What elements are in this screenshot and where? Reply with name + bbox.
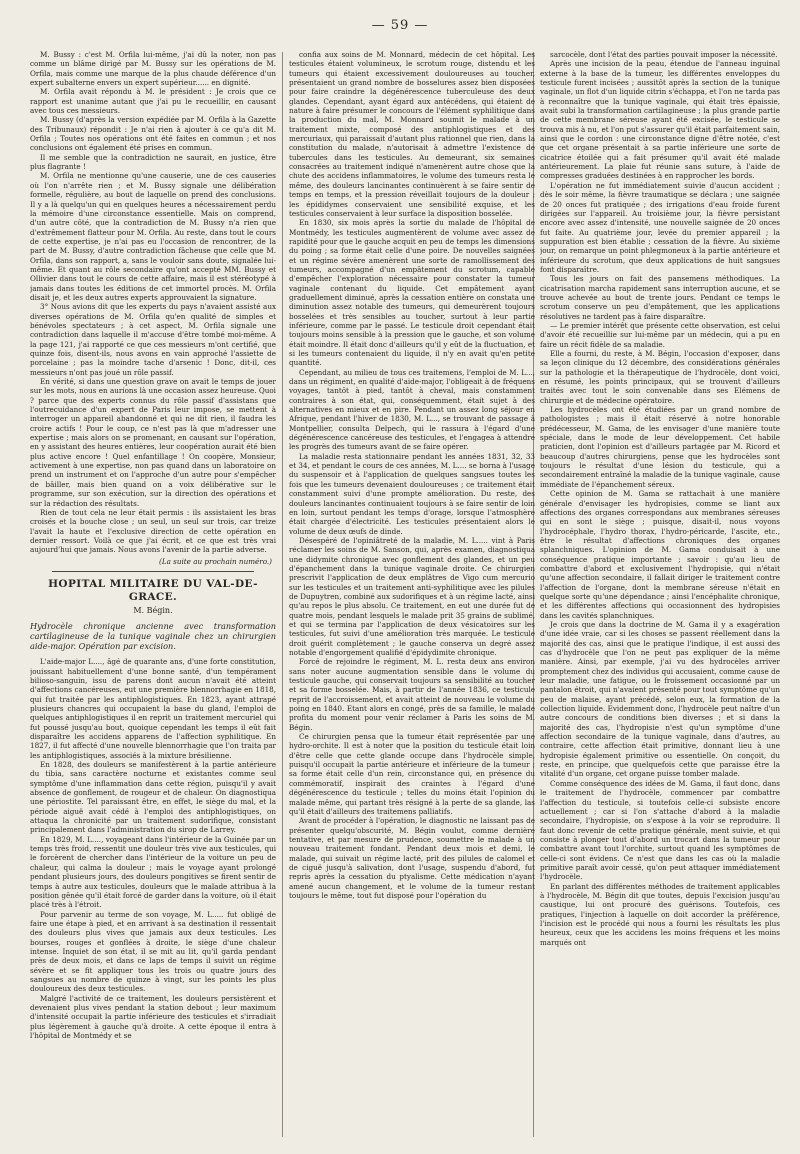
paragraph: sarcocèle, dont l'état des parties pouvait imposer la nécessité.: [550, 50, 778, 59]
paragraph: Tous les jours on fait des pansemens méthodiques. La cicatrisation marcha rapidement sans interruption aucune, et se trouve achevée au bout de trente jours. Pendant ce temps le scrotum conserve un peu d'empâtement, que les applications résolutives ne tardent pas à faire disparaître.: [540, 274, 780, 321]
paragraph: Après une incision de la peau, étendue de l'anneau inguinal externe à la base de la tumeur, les différentes enveloppes du testicule furent incisées ; aussitôt après la section de la tunique vaginale, un flot d'un liquide citrin s'échappa, et l'on ne tarda pas à reconnaître que la tunique vaginale, qui était très épaissie, avait subi la transformation cartilagineuse ; la plus grande partie de cette membrane séreuse ayant été excisée, le testicule se trouva mis à nu, et l'on put s'assurer qu'il était parfaitement sain, ainsi que le cordon : une circonstance digne d'être notée, c'est que cet organe présentait à sa partie inférieure une sorte de cicatrice étoilée qui a fait présumer qu'il avait été malade antérieurement. La plaie fut réunie sans suture, à l'aide de compresses graduées destinées à en rapprocher les bords.: [540, 59, 780, 181]
paragraph: Désespéré de l'opiniâtreté de la maladie, M. L..... vint à Paris réclamer les soins de M. Sanson, qui, après examen, diagnostiqua une didymite chronique avec gonflement des glandes, et un peu d'épanchement dans la tunique vaginale droite. Ce chirurgien prescrivit l'application de deux emplâtres de Vigo cum mercurio sur les testicules et un traitement anti-syphilitique avec les pilules de Dupuytren, combiné aux sudorifiques et à un régime lacté, ainsi qu'au repos le plus absolu. Ce traitement, en eut une durée fut de quatre mois, pendant lesquels le malade prit 35 grains de sublimé, et qui se termina par l'application de deux vésicatoires sur les testicules, fut suivi d'une amélioration très marquée. Le testicule droit guérit complètement ; le gauche conserva un degré assez notable d'engorgement qualifié d'épidydimite chronique.: [289, 535, 535, 657]
paragraph: En vérité, si dans une question grave on avait le temps de jouer sur les mots, nous en aurions là une occasion assez heureuse. Quoi ? parce que des experts connus du rôle passif d'assistans que l'outrecuidance d'un expert de Paris leur impose, se mettent à interroger un appareil abandonné et qui ne dit rien, il faudra les croire actifs ! Pour le coup, ce n'est pas là que m'adresser une expertise ; mais alors on se promenant, en causant sur l'opération, en y assistant des heures entières, leur coopération aurait été bien plus active encore ! Quel enfantillage ! On coopère, Monsieur, activement à une expertise, non pas quand dans un laboratoire on prend un instrument et on l'approche d'un autre pour s'empêcher de bâiller, mais bien quand on a voix délibérative sur le programme, sur son exécution, sur la direction des opérations et sur la rédaction des résultats.: [30, 377, 276, 508]
paragraph: confia aux soins de M. Monnard, médecin de cet hôpital. Les testicules étaient volumineux, le scrotum rouge, distendu et les tumeurs qui étaient excessivement douloureuses au toucher, présentaient un grand nombre de bosselures assez bien disposées pour faire craindre la dégénérescence tuberculeuse des deux glandes. Cependant, ayant égard aux antécédens, qui étaient de nature à faire présumer le concours de l'élément syphilitique dans la production du mal, M. Monnard soumit le malade à un traitement mixte, composé des antiphlogistiques et des mercuriaux, qui paraissait d'autant plus rationnel que rien, dans la constitution du malade, n'autorisait à admettre l'existence de tubercules dans les testicules. Au demeurant, six semaines consacrées au traitement indiqué n'amenèrent autre chose que la chute des accidens inflammatoires, le volume des tumeurs resta le même, des douleurs lancinantes continuèrent à se faire sentir de temps en temps, et la pression réveillait toujours de la douleur ; les épididymes conservaient une sensibilité exquise, et les testicules conservaient à leur surface la disposition bosselée.: [289, 50, 535, 218]
paragraph: Je crois que dans la doctrine de M. Gama il y a exagération d'une idée vraie, car si les choses se passent réellement dans la majorité des cas, ainsi que le pratique l'indique, il est aussi des cas d'hydrocèle que l'on ne peut pas expliquer de la même manière. Ainsi, par exemple, j'ai vu des hydrocèles arriver promptement chez des individus qui accusaient, comme cause de leur maladie, une fatigue, ou le froissement occasionné par un pantalon étroit, qui n'avaient présenté pour tout symptôme qu'un peu de malaise, ayant précédé, selon eux, la formation de la collection liquide. Evidemment donc, l'hydrocèle peut naître d'un autre concours de conditions bien diverses ; et si dans la majorité des cas, l'hydropisie n'est qu'un symptôme d'une affection secondaire de la tunique vaginale, dans d'autres, au contraire, cette affection était primitive, donnant lieu à une hydropisie également primitive ou essentielle. On conçoit, du reste, en principe, que quelquefois cette que paraisse être la vitalité d'un organe, cet organe puisse tomber malade.: [540, 619, 780, 779]
paragraph: Il me semble que la contradiction ne saurait, en justice, être plus flagrante !: [30, 152, 276, 172]
article-subtitle: Hydrocèle chronique ancienne avec transformation cartilagineuse de la tunique vaginale chez un chirurgien aide-major. Opération par excision.: [30, 621, 276, 652]
paragraph: Malgré l'activité de ce traitement, les douleurs persistèrent et devenaient plus vives pendant la station debout ; leur maximum d'intensité occupait la partie inférieure des testicules et s'irradiait plus légèrement à gauche qu'à droite. A cette époque il entra à l'hôpital de Montmédy et se: [30, 993, 276, 1040]
paragraph: Elle a fourni, du reste, à M. Bégin, l'occasion d'exposer, dans sa leçon clinique du 12 décembre, des considérations générales sur la pathologie et la thérapeutique de l'hydrocèle, dont voici, en résumé, les points principaux, qui se trouvent d'ailleurs traités avec tout le soin convenable dans ses Elémens de chirurgie et de médecine opératoire.: [540, 349, 780, 405]
column-3: [540, 50, 780, 1140]
paragraph: La maladie resta stationnaire pendant les années 1831, 32, 33 et 34, et pendant le cours de ces années, M. L.... se borna à l'usage du suspensoir et à l'application de quelques sangsues toutes les fois que les tumeurs devenaient douloureuses ; ce traitement était constamment suivi d'une prompte amélioration. Du reste, des douleurs lancinantes continuaient toujours à se faire sentir de loin en loin, surtout pendant les temps d'orage, lorsque l'atmosphère était chargée d'électricité. Les testicules présentaient alors le volume de deux œufs de dinde.: [289, 451, 535, 536]
paragraph: 3° Nous avions dit que les experts du pays n'avaient assisté aux diverses opérations de M. Orfila qu'en qualité de simples et bénévoles spectateurs ; à cet aspect, M. Orfila signale une contradiction dans laquelle il m'accuse d'être tombé moi-même. A la page 121, j'ai rapporté ce que ces messieurs m'ont certifié, que quinze fois, disent-ils, nous avons en vain approché l'assiette de porcelaine ; pas la moindre tache d'arsenic ! Donc, dit-il, ces messieurs n'ont pas joué un rôle passif.: [30, 302, 276, 377]
section-separator: [52, 571, 254, 572]
paragraph: En 1829, M. L...., voyageant dans l'intérieur de la Guinée par un temps très froid, ressentit une douleur très vive aux testicules, qui le forcèrent de chercher dans l'intérieur de la voiture un peu de chaleur, qui calma la douleur ; mais le voyage ayant prolongé pendant plusieurs jours, des douleurs pongitives se firent sentir de temps à autre aux testicules, douleurs que le malade attribua à la position gênée qu'il était forcé de garder dans la voiture, où il était placé très à l'étroit.: [30, 834, 276, 910]
paragraph: — Le premier intérêt que présente cette observation, est celui d'avoir été recueillie sur lui-même par un médecin, qui a pu en faire un récit fidèle de sa maladie.: [540, 320, 780, 349]
paragraph: Comme conséquence des idées de M. Gama, il faut donc, dans le traitement de l'hydrocèle, commencer par combattre l'affection du testicule, si toutefois celle-ci subsiste encore actuellement ; car si l'on s'attache d'abord à la maladie secondaire, l'hydropisie, on s'expose à la voir se reproduire. Il faut donc revenir de cette pratique générale, ment suivie, et qui consiste à plonger tout d'abord un trocart dans la tumeur pour combattre avant tout l'orchite, surtout quand les symptômes de celle-ci sont évidens. Ce n'est que dans les cas où la maladie primitive paraît avoir cessé, qu'on peut attaquer immédiatement l'hydrocèle.: [540, 778, 780, 882]
paragraph: Les hydrocèles ont été étudiées par un grand nombre de pathologistes ; mais il était réservé à notre honorable prédécesseur, M. Gama, de les envisager d'une manière toute spéciale, dans le mode de leur développement. Cet habile praticien, dont l'opinion est d'ailleurs partagée par M. Ricord et beaucoup d'autres chirurgiens, pense que les hydrocèles sont toujours le résultat d'une lésion du testicule, qui a secondairement entraîné la maladie de la tunique vaginale, cause immédiate de l'épanchement séreux.: [540, 405, 780, 489]
paragraph: M. Bussy (d'après la version expédiée par M. Orfila à la Gazette des Tribunaux) répondit : Je n'ai rien à ajouter à ce qu'a dit M. Orfila ; Toutes nos opérations ont été faites en commun ; et nos conclusions ont également été prises en commun.: [30, 115, 276, 153]
paragraph: En parlant des différentes méthodes de traitement applicables à l'hydrocèle, M. Bégin dit que toutes, depuis l'excision jusqu'au caustique, lui ont procuré des guérisons. Toutefois, ces pratiques, l'injection à laquelle on doit accorder la préférence, l'incision est le procédé qui nous a fourni les résultats les plus heureux, ceux que les accidens les moins fréquens et les moins marqués ont: [540, 881, 780, 947]
paragraph: Rien de tout cela ne leur était permis : ils assistaient les bras croisés et la bouche close ; un seul, un seul sur trois, car treize l'avait la haute et l'exclusive direction de cette opération en dernier ressort. Voilà ce que j'ai écrit, et ce que est très vrai aujourd'hui que jamais. Nous avons l'avenir de la partie adverse.: [30, 507, 276, 555]
paragraph: L'opération ne fut immédiatement suivie d'aucun accident ; dès le soir même, la fièvre traumatique se déclara ; une saignée de 20 onces fut pratiquée ; des irrigations d'eau froide furent dirigées sur l'appareil. Au troisième jour, la fièvre persistant encore avec assez d'intensité, une nouvelle saignée de 20 onces fut faite. Au quatrième jour, levée du premier appareil ; la suppuration est bien établie ; cessation de la fièvre. Au sixième jour, on remarque un point phlegmoneux à la partie antérieure et inférieure du scrotum, que deux applications de huit sangsues font disparaître.: [540, 180, 780, 274]
paragraph: Avant de procéder à l'opération, le diagnostic ne laissant pas de présenter quelqu'obscurité, M. Bégin voulut, comme dernière tentative, et par mesure de prudence, soumettre le malade à un nouveau traitement fondant. Pendant deux mois et demi, le malade, qui suivait un régime lacté, prit des pilules de calomel et de ciguë jusqu'à salivation, dont l'usage, suspendu d'abord, fut repris après la cessation du ptyalisme. Cette médication n'ayant amené aucun changement, et le volume de la tumeur restant toujours le même, tout fut disposé pour l'opération du: [289, 816, 535, 900]
column-1: [30, 50, 276, 1140]
paragraph: Ce chirurgien pensa que la tumeur était représentée par une hydro-orchite. Il est à noter que la position du testicule était loin d'être celle que cette glande occupe dans l'hydrocèle simple, puisqu'il occupait la partie antérieure et inférieure de la tumeur ; sa forme était celle d'un rein, circonstance qui, en présence du commémoratif, inspirait des craintes à l'égard d'une dégénérescence du testicule ; telles du moins était l'opinion du malade même, qui partant très résigné à la perte de sa glande, las qu'il était d'ailleurs des traitemens palliatifs.: [289, 732, 535, 816]
paragraph: Forcé de rejoindre le régiment, M. L. resta deux ans environ sans noter aucune augmentation sensible dans le volume du testicule gauche, qui conservait toujours sa sensibilité au toucher et sa forme bosselée. Mais, à partir de l'année 1836, ce testicule reprit de l'accroissement, et avait atteint de nouveau le volume du poing en 1840. Etant alors en congé, près de sa famille, le malade profita du moment pour venir réclamer à Paris les soins de M. Bégin.: [289, 657, 535, 732]
paragraph: Pour parvenir au terme de son voyage, M. L..... fut obligé de faire une étape à pied, et en arrivant à sa destination il ressentait des douleurs plus vives que jamais aux deux testicules. Les bourses, rouges et gonflées à droite, le siège d'une chaleur intense. Inquiet de son état, il se mit au lit, qu'il garda pendant près de deux mois, et dans ce laps de temps il suivit un régime sévère et se fit appliquer tous les trois ou quatre jours des sangsues au nombre de quinze à vingt, sur les points les plus douloureux des deux testicules.: [30, 909, 276, 994]
paragraph: Cette opinion de M. Gama se rattachait à une manière générale d'envisager les hydropisies, comme se liant aux affections des organes correspondans aux membranes séreuses qui en sont le siège ; puisque, disait-il, nous voyons l'hydrocéphale, l'hydro thorax, l'hydro-péricarde, l'ascite, etc., être le résultat d'affections chroniques des organes splanchniques. L'opinion de M. Gama conduisait à une conséquence pratique importante ; savoir : qu'au lieu de combattre d'abord et exclusivement l'hydropisie, qui n'était qu'une affection secondaire, il fallait diriger le traitement contre l'affection de l'organe, dont la membrane séreuse n'était en quelque sorte qu'une dépendance ; ainsi l'encéphalite chronique, et les différentes affections qui occasionnent des hydropisies dans les cavités splanchniques.: [540, 489, 780, 620]
continued-notice: (La suite au prochain numéro.): [159, 556, 272, 566]
column-divider: [282, 52, 283, 1137]
paragraph: L'aide-major L...., âgé de quarante ans, d'une forte constitution, jouissant habituellement d'une bonne santé, d'un tempérament bilioso-sanguin, issu de parens dont aucun n'avait été atteint d'affections cancéreuses, eut une première blennorrhagie en 1818, qui fut traitée par les antiphlogistiques. En 1823, ayant attrapé plusieurs chancres qui occupaient la base du gland, l'emploi de quelques antiphlogistiques il en reprit un traitement mercuriel qui fut poussé jusqu'au bout, quoique cependant les temps il eût fait disparaître les accidens apparens de l'affection syphilitique. En 1827, il fut affecté d'une nouvelle blennorrhagie que l'on traita par les antiphlogistiques, associés à la mixture brésilienne.: [30, 657, 276, 760]
section-author: M. Bégin.: [133, 605, 173, 615]
section-title: HOPITAL MILITAIRE DU VAL-DE-GRACE.: [48, 577, 258, 603]
paragraph: Cependant, au milieu de tous ces traitemens, l'emploi de M. L..., dans un régiment, en qualité d'aide-major, l'obligeait à de fréquens voyages, tantôt à pied, tantôt à cheval, mais constamment contraires à son état, qui, conséquemment, était sujet à des alternatives en mieux et en pire. Pendant un assez long séjour en Afrique, pendant l'hiver de 1830, M. L..., se trouvant de passage à Montpellier, consulta Delpech, qui le rassura à l'égard d'une dégénérescence cancéreuse des testicules, et l'engagea à attendre les progrès des tumeurs avant de se faire opérer.: [289, 367, 535, 452]
column-2: [289, 50, 535, 1140]
paragraph: En 1830, six mois après la sortie du malade de l'hôpital de Montmédy, les testicules augmentèrent de volume avec assez de rapidité pour que le gauche acquit en peu de temps les dimensions du poing ; sa forme était celle d'une poire. De nouvelles saignées et un régime sévère amenèrent une sorte de ramollissement des tumeurs, accompagné d'un empâtement du scrotum, capable d'empêcher l'exploration nécessaire pour constater la tumeur vaginale contenant du liquide. Cet empâtement ayant graduellement diminué, après la cessation entière on constata une diminution assez notable des tumeurs, qui demeurèrent toujours bosselées et très sensibles au toucher, surtout à leur partie inférieure, comme par le passé. Le testicule droit cependant était toujours moins sensible à la pression que le gauche, et son volume était moindre. Il était donc d'ailleurs qu'il y eût de la fluctuation, et si les tumeurs contenaient du liquide, il n'y en avait qu'en petite quantité.: [289, 218, 535, 368]
page-number: — 59 —: [371, 18, 429, 33]
paragraph: M. Orfila ne mentionne qu'une causerie, une de ces causeries où l'on n'arrête rien ; et M. Bussy signale une délibération formelle, régulière, au bout de laquelle on prend des conclusions. Il y a là quelqu'un qui en quelques heures a nécessairement perdu la mémoire d'une circonstance essentielle. Mais on comprend, d'un autre côté, que la contradiction de M. Bussy n'a rien que d'extrêmement flatteur pour M. Orfila. Au reste, dans tout le cours de cette expertise, je n'ai pas eu l'occasion de rencontrer, de la part de M. Bussy, d'autre contradiction fâcheuse que celle que M. Orfila, dans son rapport, a, sans le vouloir sans doute, signalée lui-même. Et quant au rôle secondaire qu'ont accepté MM. Bussy et Ollivier dans tout le cours de cette affaire, mais il est stéréotypé à jamais dans toutes les éditions de cet immortel procès. M. Orfila disait je, et les deux autres experts approuvaient la signature.: [30, 171, 276, 302]
paragraph: M. Bussy : c'est M. Orfila lui-même, j'ai dû la noter, non pas comme un blâme dirigé par M. Bussy sur les opérations de M. Orfila, mais comme une marque de la plus chaude déférence d'un expert subalterne envers un expert supérieur...... en dignité.: [30, 50, 276, 88]
paragraph: M. Orfila avait répondu à M. le président : Je crois que ce rapport est unanime autant que j'ai pu le recueillir, en causant avec tous ces messieurs.: [30, 87, 276, 116]
paragraph: En 1828, des douleurs se manifestèrent à la partie antérieure du tibia, sans caractère nocturne et existantes comme seul symptôme d'une inflammation dans cette région, puisqu'il y avait absence de gonflement, de rougeur et de chaleur. On diagnostiqua une périostite. Tel paraissant être, en effet, le siège du mal, et la période aiguë avait cédé à l'emploi des antiphlogistiques, on attaqua la chronicité par un traitement sudorifique, consistant principalement dans l'administration du sirop de Larrey.: [30, 760, 276, 835]
